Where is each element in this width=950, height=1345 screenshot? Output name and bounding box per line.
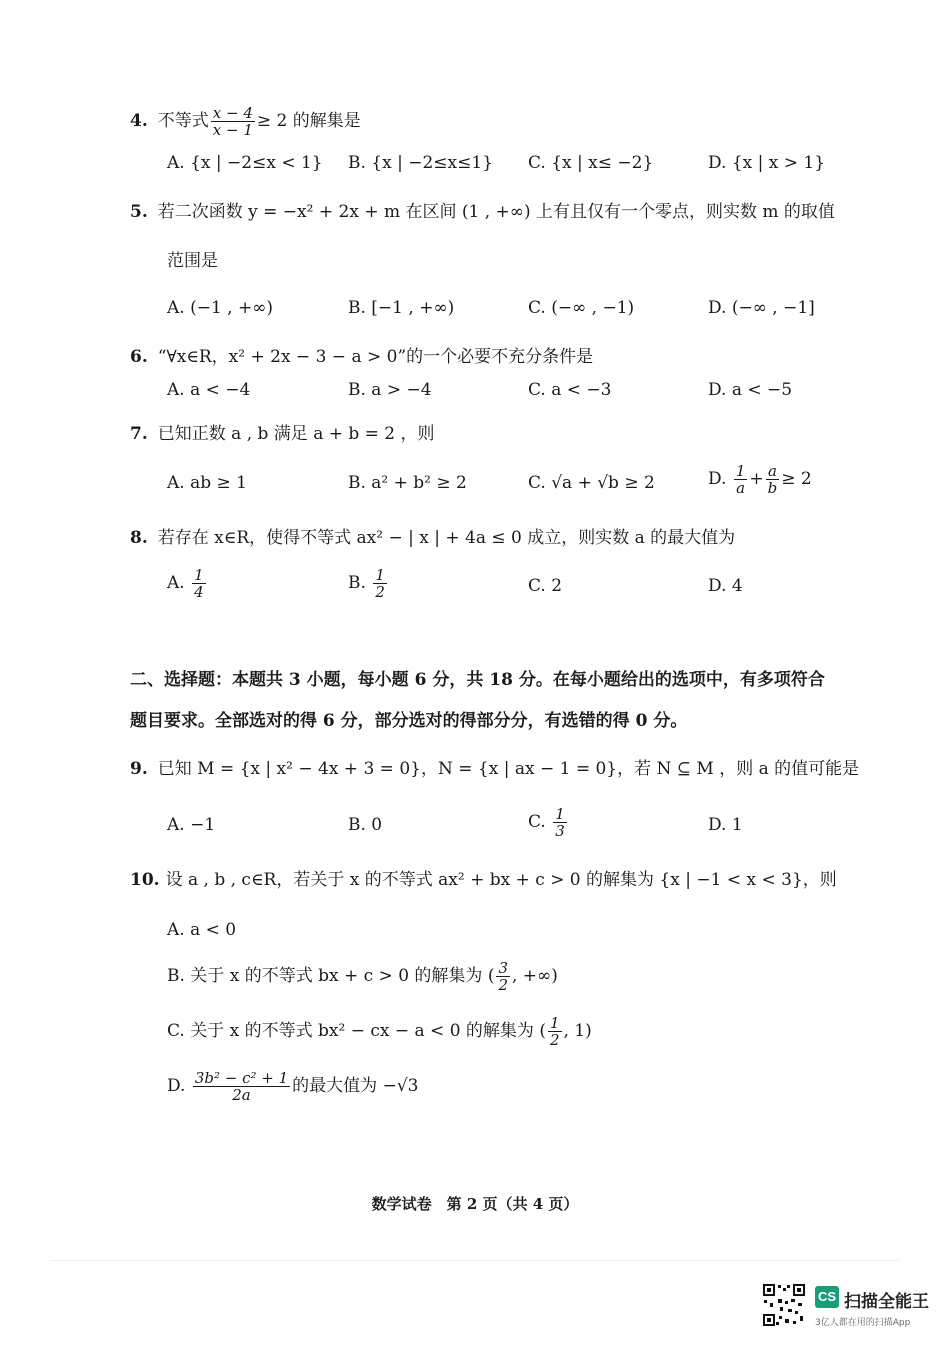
option-c: C. $\frac{1}{3}$ [528, 805, 565, 840]
question-8 [130, 528, 735, 548]
option-b: B. a > −4 [348, 380, 432, 400]
option-a: A. (−1 , +∞) [167, 298, 274, 318]
fraction: $\frac{1}{3}$ [555, 805, 565, 840]
option-a: A. {x | −2≤x < 1} [167, 153, 323, 173]
option-c: C. a < −3 [528, 380, 612, 400]
page-footer: 数学试卷 第 2 页（共 4 页） [371, 1195, 579, 1213]
qr-code-icon [762, 1283, 806, 1327]
question-number: 6. [130, 347, 148, 367]
question-text-continued: 范围是 [167, 251, 218, 271]
question-number: 8. [130, 528, 148, 548]
option-c: C. 2 [528, 576, 563, 596]
option-b: B. $\frac{1}{2}$ [348, 566, 385, 601]
scanner-logo-icon: CS [815, 1286, 839, 1308]
question-9 [130, 759, 859, 779]
option-b: B. {x | −2≤x≤1} [348, 153, 494, 173]
question-text: 设 a , b , c∈R，若关于 x 的不等式 ax² + bx + c > 0 的解集为 {x | −1 < x < 3}，则 [165, 870, 837, 890]
option-a: A. a < 0 [167, 920, 237, 940]
option-d: D. a < −5 [708, 380, 793, 400]
option-d: D. $\frac{1}{a}$ + $\frac{a}{b}$ ≥ 2 [708, 462, 812, 497]
scanner-tagline: 3亿人都在用的扫描App [815, 1318, 911, 1328]
option-a: A. $\frac{1}{4}$ [167, 566, 204, 601]
question-text: “∀x∈R，x² + 2x − 3 − a > 0”的一个必要不充分条件是 [157, 347, 594, 367]
question-5 [130, 202, 835, 222]
fraction: $\frac{3}{2}$ [498, 959, 508, 994]
option-b: B. [−1 , +∞) [348, 298, 455, 318]
option-c: C. {x | x≤ −2} [528, 153, 654, 173]
question-text: 若存在 x∈R，使得不等式 ax² − | x | + 4a ≤ 0 成立，则实数 a 的最大值为 [157, 528, 736, 548]
option-d: D. (−∞ , −1] [708, 298, 815, 318]
question-7 [130, 424, 435, 444]
fraction: $\frac{\text{3b² − c² + 1}}{2a}$ [194, 1069, 289, 1104]
option-a: A. ab ≥ 1 [167, 473, 247, 493]
option-d: D. 1 [708, 815, 743, 835]
question-4 [130, 105, 361, 138]
question-text: ≥ 2 的解集是 [256, 111, 361, 131]
fraction: $\frac{1}{2}$ [549, 1014, 560, 1049]
fraction: $\frac{1}{a}$ [735, 462, 746, 497]
scanner-app-name: 扫描全能王 [844, 1292, 929, 1312]
option-c: C. 关于 x 的不等式 bx² − cx − a < 0 的解集为 ( $\frac{1}{2}$ , 1) [167, 1014, 592, 1049]
divider [50, 1260, 900, 1261]
option-d: D. 4 [708, 576, 743, 596]
option-c: C. √a + √b ≥ 2 [528, 473, 655, 493]
question-text: 不等式 [157, 111, 209, 131]
question-text: 若二次函数 y = −x² + 2x + m 在区间 (1 , +∞) 上有且仅有一个零点，则实数 m 的取值 [157, 202, 835, 222]
question-number: 5. [130, 202, 148, 222]
option-d: D. $\frac{\text{3b² − c² + 1}}{2a}$ 的最大值为 −√3 [167, 1069, 419, 1104]
question-text: 已知 M = {x | x² − 4x + 3 = 0}，N = {x | ax − 1 = 0}，若 N ⊆ M ，则 a 的值可能是 [157, 759, 860, 779]
option-b: B. 0 [348, 815, 383, 835]
section-heading-continued: 题目要求。全部选对的得 6 分，部分选对的得部分分，有选错的得 0 分。 [130, 711, 688, 731]
question-6 [130, 347, 593, 367]
option-a: A. −1 [167, 815, 216, 835]
question-number: 10. [130, 870, 160, 890]
option-b: B. 关于 x 的不等式 bx + c > 0 的解集为 ( $\frac{3}{2}$ , +∞) [167, 959, 558, 994]
fraction: $\frac{1}{4}$ [194, 566, 204, 601]
question-10 [130, 870, 837, 890]
section-heading: 二、选择题：本题共 3 小题，每小题 6 分，共 18 分。在每小题给出的选项中，有多项符合 [130, 670, 825, 690]
fraction: $\frac{x - 4}{x - 1}$ [212, 104, 253, 139]
option-b: B. a² + b² ≥ 2 [348, 473, 467, 493]
fraction: $\frac{1}{2}$ [375, 566, 385, 601]
option-a: A. a < −4 [167, 380, 251, 400]
question-number: 9. [130, 759, 148, 779]
option-c: C. (−∞ , −1) [528, 298, 635, 318]
question-text: 已知正数 a , b 满足 a + b = 2 ，则 [157, 424, 435, 444]
question-number: 7. [130, 424, 148, 444]
question-number: 4. [130, 111, 148, 131]
option-d: D. {x | x > 1} [708, 153, 826, 173]
fraction: $\frac{a}{b}$ [767, 462, 778, 497]
